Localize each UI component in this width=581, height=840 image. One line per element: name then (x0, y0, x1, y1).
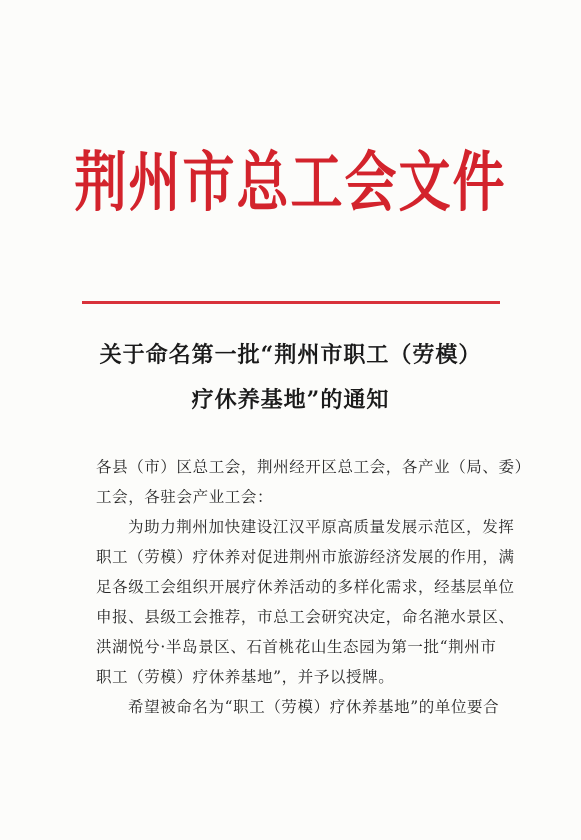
body-paragraph-2 (96, 692, 500, 722)
salutation (96, 452, 531, 512)
paragraph-1-line-5: 洪湖悦兮·半岛景区、石首桃花山生态园为第一批“荆州市 (96, 638, 497, 656)
paragraph-1-line-2: 职工（劳模）疗休养对促进荆州市旅游经济发展的作用，满 (96, 548, 515, 566)
issuer-header: 荆州市总工会文件 (74, 145, 507, 221)
salutation-line-1: 各县（市）区总工会，荆州经开区总工会，各产业（局、委） (96, 458, 531, 476)
notice-title-line-2: 疗休养基地”的通知 (191, 387, 390, 413)
salutation-line-2: 工会，各驻会产业工会： (96, 488, 274, 506)
paragraph-1-line-3: 足各级工会组织开展疗休养活动的多样化需求，经基层单位 (96, 578, 515, 596)
body-paragraph-1 (96, 512, 515, 692)
red-divider-rule (82, 301, 500, 304)
paragraph-1-line-6: 职工（劳模）疗休养基地”，并予以授牌。 (96, 668, 395, 686)
paragraph-1-line-1: 为助力荆州加快建设江汉平原高质量发展示范区，发挥 (128, 518, 515, 536)
paragraph-1-line-4: 申报、县级工会推荐，市总工会研究决定，命名滟水景区、 (96, 608, 515, 626)
paragraph-2-line-1: 希望被命名为“职工（劳模）疗休养基地”的单位要合 (128, 698, 500, 716)
notice-title-line-1: 关于命名第一批“荆州市职工（劳模） (99, 342, 482, 368)
